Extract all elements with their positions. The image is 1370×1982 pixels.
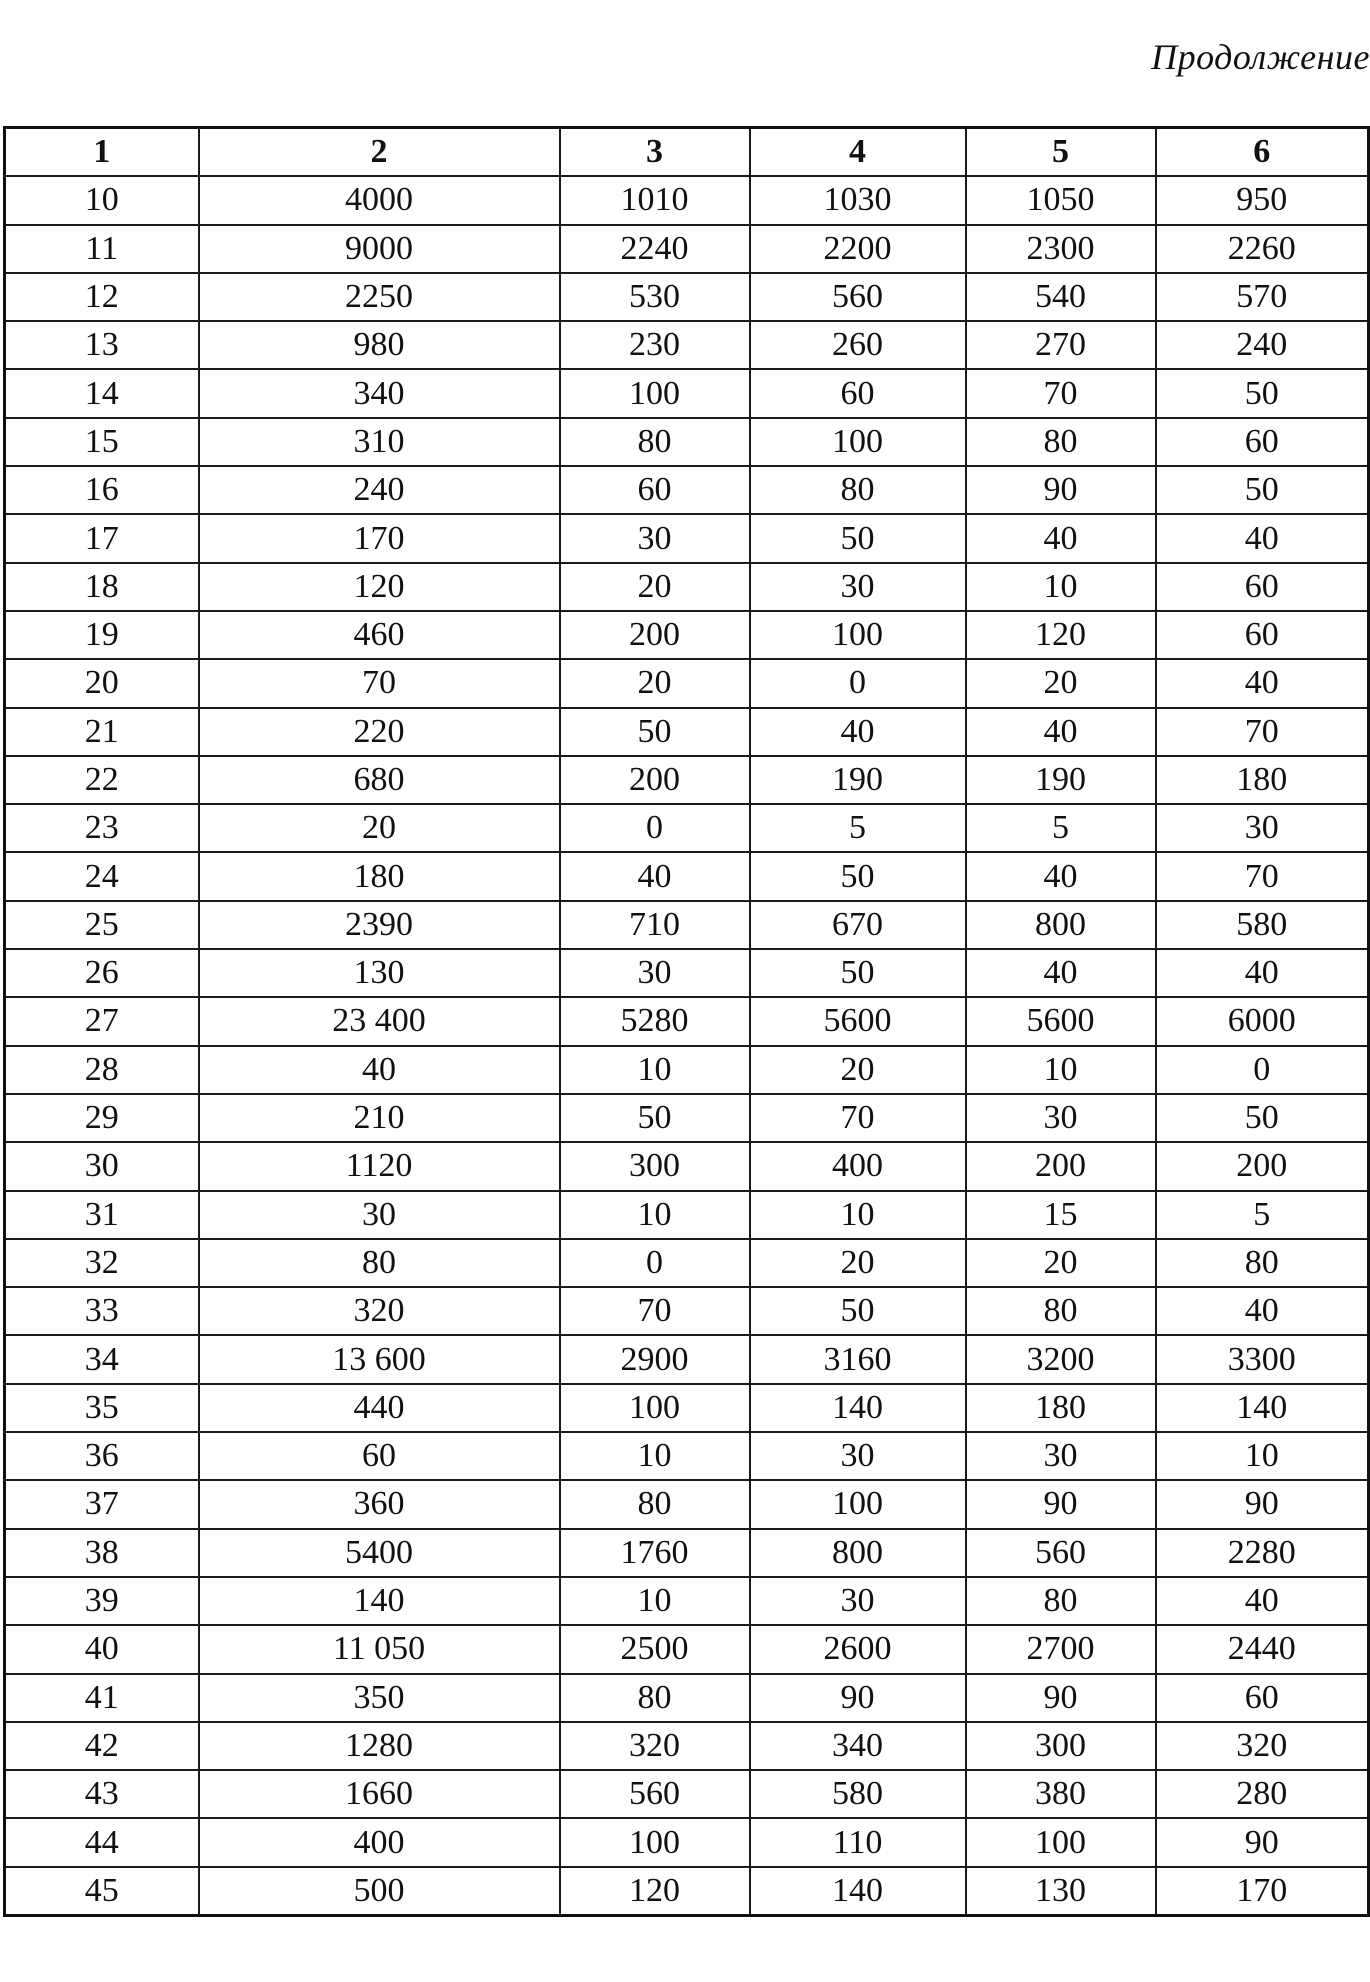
table-cell-col-1: 18 bbox=[5, 563, 199, 611]
table-row bbox=[5, 756, 1369, 804]
table-cell-col-2: 310 bbox=[199, 418, 560, 466]
table-cell-col-4: 580 bbox=[750, 1770, 966, 1818]
table-cell-col-3: 530 bbox=[560, 273, 750, 321]
table-cell-col-1: 19 bbox=[5, 611, 199, 659]
table-cell-col-4: 90 bbox=[750, 1674, 966, 1722]
table-cell-col-4: 50 bbox=[750, 514, 966, 562]
table-cell-col-1: 40 bbox=[5, 1625, 199, 1673]
table-cell-col-1: 36 bbox=[5, 1432, 199, 1480]
table-cell-col-6: 30 bbox=[1156, 804, 1369, 852]
table-cell-col-3: 100 bbox=[560, 369, 750, 417]
table-cell-col-4: 670 bbox=[750, 901, 966, 949]
table-cell-col-6: 40 bbox=[1156, 659, 1369, 707]
table-cell-col-6: 40 bbox=[1156, 949, 1369, 997]
table-cell-col-1: 42 bbox=[5, 1722, 199, 1770]
table-cell-col-2: 2390 bbox=[199, 901, 560, 949]
table-cell-col-1: 23 bbox=[5, 804, 199, 852]
table-cell-col-5: 270 bbox=[966, 321, 1156, 369]
table-row bbox=[5, 1770, 1369, 1818]
table-cell-col-2: 400 bbox=[199, 1818, 560, 1866]
table-cell-col-5: 70 bbox=[966, 369, 1156, 417]
table-row bbox=[5, 804, 1369, 852]
table-cell-col-4: 20 bbox=[750, 1239, 966, 1287]
table-cell-col-2: 4000 bbox=[199, 176, 560, 224]
table-cell-col-2: 40 bbox=[199, 1046, 560, 1094]
table-row bbox=[5, 1577, 1369, 1625]
table-cell-col-2: 1660 bbox=[199, 1770, 560, 1818]
table-cell-col-6: 6000 bbox=[1156, 997, 1369, 1045]
table-cell-col-6: 280 bbox=[1156, 1770, 1369, 1818]
table-row bbox=[5, 1384, 1369, 1432]
table-cell-col-4: 0 bbox=[750, 659, 966, 707]
table-cell-col-2: 23 400 bbox=[199, 997, 560, 1045]
table-cell-col-1: 44 bbox=[5, 1818, 199, 1866]
table-row bbox=[5, 1142, 1369, 1190]
table-cell-col-5: 200 bbox=[966, 1142, 1156, 1190]
table-cell-col-6: 950 bbox=[1156, 176, 1369, 224]
table-cell-col-3: 70 bbox=[560, 1287, 750, 1335]
table-cell-col-3: 30 bbox=[560, 949, 750, 997]
table-cell-col-6: 10 bbox=[1156, 1432, 1369, 1480]
table-cell-col-4: 100 bbox=[750, 611, 966, 659]
table-cell-col-4: 100 bbox=[750, 418, 966, 466]
table-cell-col-2: 240 bbox=[199, 466, 560, 514]
table-cell-col-6: 570 bbox=[1156, 273, 1369, 321]
table-cell-col-2: 70 bbox=[199, 659, 560, 707]
table-cell-col-4: 400 bbox=[750, 1142, 966, 1190]
table-cell-col-1: 15 bbox=[5, 418, 199, 466]
table-cell-col-5: 800 bbox=[966, 901, 1156, 949]
table-cell-col-3: 10 bbox=[560, 1577, 750, 1625]
table-cell-col-4: 340 bbox=[750, 1722, 966, 1770]
table-row bbox=[5, 176, 1369, 224]
table-cell-col-3: 80 bbox=[560, 418, 750, 466]
table-cell-col-4: 3160 bbox=[750, 1335, 966, 1383]
table-cell-col-5: 40 bbox=[966, 949, 1156, 997]
table-row bbox=[5, 1239, 1369, 1287]
table-row bbox=[5, 901, 1369, 949]
table-row bbox=[5, 659, 1369, 707]
table-cell-col-2: 11 050 bbox=[199, 1625, 560, 1673]
table-cell-col-1: 21 bbox=[5, 708, 199, 756]
table-cell-col-6: 60 bbox=[1156, 418, 1369, 466]
table-cell-col-4: 190 bbox=[750, 756, 966, 804]
table-row bbox=[5, 1625, 1369, 1673]
table-cell-col-6: 40 bbox=[1156, 1577, 1369, 1625]
table-cell-col-1: 11 bbox=[5, 225, 199, 273]
table-cell-col-5: 15 bbox=[966, 1191, 1156, 1239]
table-cell-col-3: 1010 bbox=[560, 176, 750, 224]
table-cell-col-6: 90 bbox=[1156, 1818, 1369, 1866]
table-cell-col-5: 300 bbox=[966, 1722, 1156, 1770]
table-cell-col-5: 20 bbox=[966, 1239, 1156, 1287]
table-row bbox=[5, 1432, 1369, 1480]
table-cell-col-5: 2300 bbox=[966, 225, 1156, 273]
table-row bbox=[5, 514, 1369, 562]
table-cell-col-5: 90 bbox=[966, 466, 1156, 514]
table-row bbox=[5, 563, 1369, 611]
table-row bbox=[5, 1529, 1369, 1577]
table-row bbox=[5, 418, 1369, 466]
table-cell-col-4: 5 bbox=[750, 804, 966, 852]
table-cell-col-1: 24 bbox=[5, 852, 199, 900]
table-cell-col-1: 20 bbox=[5, 659, 199, 707]
table-cell-col-2: 9000 bbox=[199, 225, 560, 273]
table-row bbox=[5, 1335, 1369, 1383]
table-cell-col-1: 41 bbox=[5, 1674, 199, 1722]
table-cell-col-5: 40 bbox=[966, 514, 1156, 562]
continuation-label: Продолжение bbox=[1151, 37, 1370, 77]
table-cell-col-4: 2200 bbox=[750, 225, 966, 273]
table-cell-col-3: 300 bbox=[560, 1142, 750, 1190]
table-cell-col-5: 10 bbox=[966, 563, 1156, 611]
table-cell-col-4: 100 bbox=[750, 1480, 966, 1528]
table-cell-col-2: 140 bbox=[199, 1577, 560, 1625]
table-cell-col-4: 5600 bbox=[750, 997, 966, 1045]
table-cell-col-6: 70 bbox=[1156, 852, 1369, 900]
table-cell-col-2: 120 bbox=[199, 563, 560, 611]
table-cell-col-1: 28 bbox=[5, 1046, 199, 1094]
column-header-2: 2 bbox=[199, 128, 560, 177]
table-cell-col-3: 560 bbox=[560, 1770, 750, 1818]
table-cell-col-5: 2700 bbox=[966, 1625, 1156, 1673]
table-cell-col-1: 14 bbox=[5, 369, 199, 417]
table-cell-col-3: 0 bbox=[560, 804, 750, 852]
table-cell-col-4: 140 bbox=[750, 1867, 966, 1916]
table-cell-col-3: 20 bbox=[560, 659, 750, 707]
table-cell-col-5: 20 bbox=[966, 659, 1156, 707]
table-cell-col-4: 10 bbox=[750, 1191, 966, 1239]
table-cell-col-5: 560 bbox=[966, 1529, 1156, 1577]
table-cell-col-3: 200 bbox=[560, 611, 750, 659]
table-row bbox=[5, 852, 1369, 900]
table-cell-col-6: 5 bbox=[1156, 1191, 1369, 1239]
table-cell-col-3: 40 bbox=[560, 852, 750, 900]
table-cell-col-5: 120 bbox=[966, 611, 1156, 659]
table-cell-col-4: 2600 bbox=[750, 1625, 966, 1673]
table-cell-col-2: 130 bbox=[199, 949, 560, 997]
table-cell-col-6: 70 bbox=[1156, 708, 1369, 756]
table-cell-col-4: 20 bbox=[750, 1046, 966, 1094]
table-row bbox=[5, 1094, 1369, 1142]
table-cell-col-6: 90 bbox=[1156, 1480, 1369, 1528]
table-cell-col-5: 30 bbox=[966, 1432, 1156, 1480]
table-cell-col-1: 35 bbox=[5, 1384, 199, 1432]
table-cell-col-6: 40 bbox=[1156, 514, 1369, 562]
table-cell-col-4: 260 bbox=[750, 321, 966, 369]
table-cell-col-4: 110 bbox=[750, 1818, 966, 1866]
table-cell-col-1: 16 bbox=[5, 466, 199, 514]
table-row bbox=[5, 1287, 1369, 1335]
table-cell-col-3: 50 bbox=[560, 1094, 750, 1142]
table-cell-col-3: 1760 bbox=[560, 1529, 750, 1577]
table-cell-col-2: 30 bbox=[199, 1191, 560, 1239]
table-cell-col-2: 80 bbox=[199, 1239, 560, 1287]
table-cell-col-2: 350 bbox=[199, 1674, 560, 1722]
table-cell-col-6: 2260 bbox=[1156, 225, 1369, 273]
column-header-3: 3 bbox=[560, 128, 750, 177]
table-row bbox=[5, 369, 1369, 417]
table-cell-col-4: 50 bbox=[750, 1287, 966, 1335]
table-cell-col-6: 40 bbox=[1156, 1287, 1369, 1335]
table-cell-col-5: 80 bbox=[966, 1287, 1156, 1335]
table-cell-col-1: 26 bbox=[5, 949, 199, 997]
table-row bbox=[5, 273, 1369, 321]
table-cell-col-4: 560 bbox=[750, 273, 966, 321]
table-cell-col-4: 40 bbox=[750, 708, 966, 756]
table-cell-col-5: 40 bbox=[966, 852, 1156, 900]
table-cell-col-5: 3200 bbox=[966, 1335, 1156, 1383]
table-cell-col-4: 50 bbox=[750, 949, 966, 997]
table-cell-col-2: 500 bbox=[199, 1867, 560, 1916]
table-cell-col-2: 5400 bbox=[199, 1529, 560, 1577]
data-table-container bbox=[3, 126, 1367, 1917]
table-cell-col-6: 170 bbox=[1156, 1867, 1369, 1916]
table-cell-col-1: 39 bbox=[5, 1577, 199, 1625]
table-row bbox=[5, 466, 1369, 514]
table-cell-col-6: 50 bbox=[1156, 466, 1369, 514]
table-cell-col-1: 17 bbox=[5, 514, 199, 562]
table-cell-col-5: 80 bbox=[966, 1577, 1156, 1625]
table-cell-col-4: 1030 bbox=[750, 176, 966, 224]
table-cell-col-3: 100 bbox=[560, 1818, 750, 1866]
table-cell-col-4: 70 bbox=[750, 1094, 966, 1142]
table-cell-col-1: 37 bbox=[5, 1480, 199, 1528]
table-cell-col-3: 5280 bbox=[560, 997, 750, 1045]
table-row bbox=[5, 1674, 1369, 1722]
table-cell-col-5: 540 bbox=[966, 273, 1156, 321]
table-cell-col-1: 22 bbox=[5, 756, 199, 804]
table-cell-col-6: 200 bbox=[1156, 1142, 1369, 1190]
table-row bbox=[5, 708, 1369, 756]
table-cell-col-4: 60 bbox=[750, 369, 966, 417]
table-body bbox=[5, 176, 1369, 1915]
table-row bbox=[5, 1818, 1369, 1866]
table-cell-col-1: 10 bbox=[5, 176, 199, 224]
table-cell-col-6: 3300 bbox=[1156, 1335, 1369, 1383]
table-cell-col-3: 0 bbox=[560, 1239, 750, 1287]
table-cell-col-4: 30 bbox=[750, 1577, 966, 1625]
table-cell-col-5: 90 bbox=[966, 1480, 1156, 1528]
table-cell-col-5: 380 bbox=[966, 1770, 1156, 1818]
table-cell-col-3: 230 bbox=[560, 321, 750, 369]
table-cell-col-5: 1050 bbox=[966, 176, 1156, 224]
table-cell-col-3: 80 bbox=[560, 1480, 750, 1528]
table-cell-col-2: 340 bbox=[199, 369, 560, 417]
table-cell-col-1: 33 bbox=[5, 1287, 199, 1335]
table-cell-col-2: 220 bbox=[199, 708, 560, 756]
table-cell-col-5: 80 bbox=[966, 418, 1156, 466]
table-cell-col-2: 360 bbox=[199, 1480, 560, 1528]
table-row bbox=[5, 225, 1369, 273]
table-cell-col-3: 120 bbox=[560, 1867, 750, 1916]
table-cell-col-3: 10 bbox=[560, 1046, 750, 1094]
table-cell-col-6: 60 bbox=[1156, 563, 1369, 611]
table-cell-col-1: 43 bbox=[5, 1770, 199, 1818]
column-header-6: 6 bbox=[1156, 128, 1369, 177]
table-cell-col-3: 2900 bbox=[560, 1335, 750, 1383]
table-cell-col-4: 800 bbox=[750, 1529, 966, 1577]
table-cell-col-5: 30 bbox=[966, 1094, 1156, 1142]
table-cell-col-2: 1120 bbox=[199, 1142, 560, 1190]
table-cell-col-2: 980 bbox=[199, 321, 560, 369]
table-cell-col-3: 50 bbox=[560, 708, 750, 756]
table-row bbox=[5, 997, 1369, 1045]
table-cell-col-2: 680 bbox=[199, 756, 560, 804]
table-cell-col-5: 10 bbox=[966, 1046, 1156, 1094]
table-cell-col-4: 30 bbox=[750, 563, 966, 611]
table-cell-col-3: 10 bbox=[560, 1191, 750, 1239]
table-cell-col-5: 5600 bbox=[966, 997, 1156, 1045]
table-row bbox=[5, 321, 1369, 369]
table-row bbox=[5, 949, 1369, 997]
data-table bbox=[3, 126, 1370, 1917]
table-cell-col-5: 40 bbox=[966, 708, 1156, 756]
column-header-5: 5 bbox=[966, 128, 1156, 177]
table-cell-col-6: 60 bbox=[1156, 1674, 1369, 1722]
table-cell-col-6: 50 bbox=[1156, 1094, 1369, 1142]
table-cell-col-6: 140 bbox=[1156, 1384, 1369, 1432]
table-cell-col-6: 0 bbox=[1156, 1046, 1369, 1094]
table-cell-col-1: 34 bbox=[5, 1335, 199, 1383]
table-cell-col-4: 80 bbox=[750, 466, 966, 514]
table-cell-col-5: 180 bbox=[966, 1384, 1156, 1432]
column-header-4: 4 bbox=[750, 128, 966, 177]
table-cell-col-3: 200 bbox=[560, 756, 750, 804]
table-cell-col-2: 460 bbox=[199, 611, 560, 659]
table-cell-col-4: 50 bbox=[750, 852, 966, 900]
table-cell-col-3: 30 bbox=[560, 514, 750, 562]
table-cell-col-2: 2250 bbox=[199, 273, 560, 321]
table-cell-col-3: 10 bbox=[560, 1432, 750, 1480]
table-cell-col-5: 5 bbox=[966, 804, 1156, 852]
table-cell-col-6: 2440 bbox=[1156, 1625, 1369, 1673]
table-cell-col-2: 170 bbox=[199, 514, 560, 562]
table-cell-col-6: 50 bbox=[1156, 369, 1369, 417]
table-row bbox=[5, 1480, 1369, 1528]
table-cell-col-3: 20 bbox=[560, 563, 750, 611]
table-cell-col-2: 440 bbox=[199, 1384, 560, 1432]
table-cell-col-2: 20 bbox=[199, 804, 560, 852]
table-cell-col-2: 13 600 bbox=[199, 1335, 560, 1383]
table-cell-col-3: 710 bbox=[560, 901, 750, 949]
table-row bbox=[5, 1722, 1369, 1770]
table-cell-col-5: 190 bbox=[966, 756, 1156, 804]
table-cell-col-5: 90 bbox=[966, 1674, 1156, 1722]
table-cell-col-2: 210 bbox=[199, 1094, 560, 1142]
table-cell-col-2: 320 bbox=[199, 1287, 560, 1335]
table-cell-col-6: 320 bbox=[1156, 1722, 1369, 1770]
table-cell-col-6: 240 bbox=[1156, 321, 1369, 369]
table-cell-col-5: 100 bbox=[966, 1818, 1156, 1866]
table-cell-col-1: 27 bbox=[5, 997, 199, 1045]
table-row bbox=[5, 1046, 1369, 1094]
table-cell-col-2: 60 bbox=[199, 1432, 560, 1480]
table-cell-col-1: 13 bbox=[5, 321, 199, 369]
table-cell-col-3: 60 bbox=[560, 466, 750, 514]
table-cell-col-1: 12 bbox=[5, 273, 199, 321]
table-cell-col-6: 580 bbox=[1156, 901, 1369, 949]
table-cell-col-1: 38 bbox=[5, 1529, 199, 1577]
table-cell-col-4: 30 bbox=[750, 1432, 966, 1480]
table-cell-col-1: 25 bbox=[5, 901, 199, 949]
table-cell-col-6: 180 bbox=[1156, 756, 1369, 804]
table-cell-col-1: 29 bbox=[5, 1094, 199, 1142]
table-cell-col-3: 2240 bbox=[560, 225, 750, 273]
table-cell-col-3: 2500 bbox=[560, 1625, 750, 1673]
table-cell-col-5: 130 bbox=[966, 1867, 1156, 1916]
table-cell-col-1: 30 bbox=[5, 1142, 199, 1190]
table-row bbox=[5, 1191, 1369, 1239]
table-cell-col-6: 80 bbox=[1156, 1239, 1369, 1287]
table-cell-col-3: 80 bbox=[560, 1674, 750, 1722]
table-cell-col-3: 320 bbox=[560, 1722, 750, 1770]
column-header-1: 1 bbox=[5, 128, 199, 177]
table-cell-col-1: 45 bbox=[5, 1867, 199, 1916]
table-row bbox=[5, 611, 1369, 659]
table-cell-col-4: 140 bbox=[750, 1384, 966, 1432]
table-row bbox=[5, 1867, 1369, 1916]
table-cell-col-2: 180 bbox=[199, 852, 560, 900]
table-header-row bbox=[5, 128, 1369, 177]
table-cell-col-6: 60 bbox=[1156, 611, 1369, 659]
table-cell-col-2: 1280 bbox=[199, 1722, 560, 1770]
table-cell-col-6: 2280 bbox=[1156, 1529, 1369, 1577]
table-cell-col-1: 32 bbox=[5, 1239, 199, 1287]
table-cell-col-1: 31 bbox=[5, 1191, 199, 1239]
table-cell-col-3: 100 bbox=[560, 1384, 750, 1432]
